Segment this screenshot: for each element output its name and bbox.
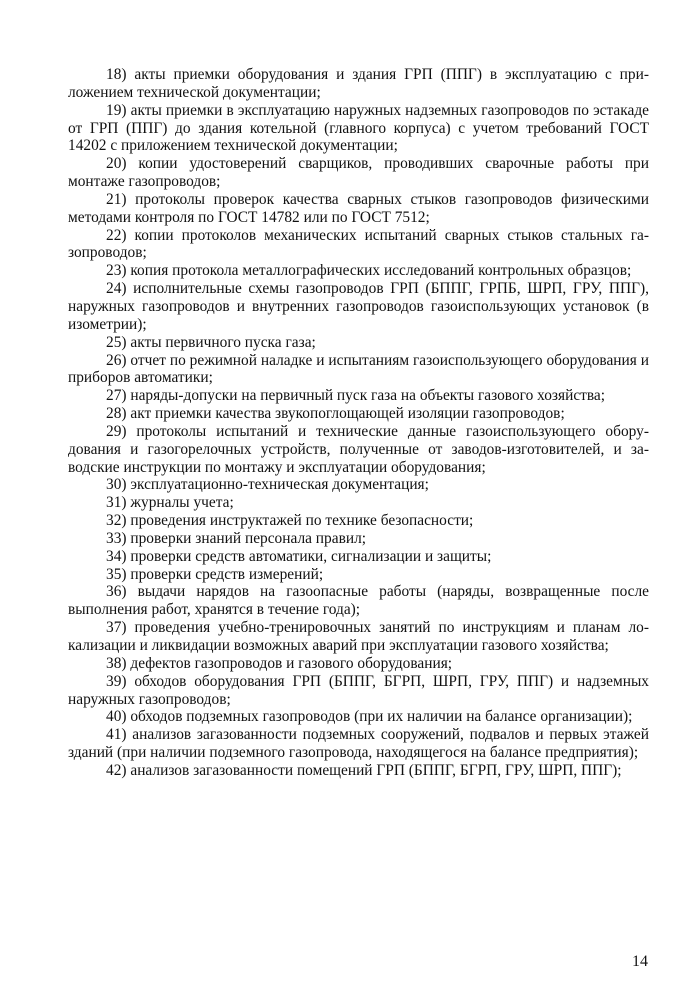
list-item: 36) выдачи нарядов на газоопасные работы (наряды, возвращенные после выполнения работ, хранятся в течение года); (68, 583, 649, 619)
list-item: 42) анализов загазованности помещений ГРП (БППГ, БГРП, ГРУ, ШРП, ППГ); (106, 761, 622, 779)
list-item: 30) эксплуатационно-техническая документация; (106, 476, 429, 494)
list-item: 38) дефектов газопроводов и газового оборудования; (106, 654, 453, 672)
list-item: 32) проведения инструктажей по технике безопасности; (106, 512, 474, 530)
page-number: 14 (632, 953, 648, 970)
list-item: 35) проверки средств измерений; (106, 565, 324, 583)
list-item: 34) проверки средств автоматики, сигнализации и защиты; (106, 547, 492, 565)
list-item: 27) наряды-допуски на первичный пуск газа на объекты газового хозяйства; (106, 387, 606, 405)
list-item: 37) проведения учебно-тренировочных занятий по инструкциям и планам локализации и ликвидации возможных аварий при эксплуатации газового хозяйства; (68, 619, 649, 654)
list-item: 19) акты приемки в эксплуатацию наружных надземных газопроводов по эстакаде от ГРП (ППГ) до здания котельной (главного корпуса) с учетом требований ГОСТ 14202 с приложением технической документации; (68, 101, 649, 155)
list-item: 33) проверки знаний персонала правил; (106, 529, 367, 547)
list-item: 22) копии протоколов механических испытаний сварных стыков стальных газопроводов; (68, 226, 649, 262)
list-item: 31) журналы учета; (106, 494, 234, 512)
list-item: 40) обходов подземных газопроводов (при их наличии на балансе организации); (106, 708, 633, 726)
list-item: 29) протоколы испытаний и технические данные газоиспользующего оборудования и газогорелочных устройств, полученные от заводов-изготовителей, и заводские инструкции по монтажу и эксплуатации оборудования; (68, 422, 649, 476)
list-item: 24) исполнительные схемы газопроводов ГРП (БППГ, ГРПБ, ШРП, ГРУ, ППГ), наружных газопроводов и внутренних газопроводов газоиспользующих установок (в изометрии); (68, 280, 649, 333)
document-page-body (68, 66, 649, 780)
list-item: 18) акты приемки оборудования и здания ГРП (ППГ) в эксплуатацию с приложением технической документации; (68, 66, 649, 101)
list-item: 41) анализов загазованности подземных сооружений, подвалов и первых этажей зданий (при наличии подземного газопровода, находящегося на балансе предприятия); (68, 726, 649, 762)
list-item: 23) копия протокола металлографических исследований контрольных образцов; (106, 262, 632, 280)
list-item: 20) копии удостоверений сварщиков, проводивших сварочные работы при монтаже газопроводов; (68, 155, 649, 191)
list-item: 26) отчет по режимной наладке и испытаниям газоиспользующего оборудования и приборов автоматики; (68, 351, 649, 387)
list-item: 39) обходов оборудования ГРП (БППГ, БГРП, ШРП, ГРУ, ППГ) и надземных наружных газопроводов; (68, 672, 649, 708)
list-item: 28) акт приемки качества звукопоглощающей изоляции газопроводов; (106, 405, 565, 423)
list-item: 25) акты первичного пуска газа; (106, 333, 316, 351)
list-item: 21) протоколы проверок качества сварных стыков газопроводов физическими методами контроля по ГОСТ 14782 или по ГОСТ 7512; (68, 190, 649, 226)
